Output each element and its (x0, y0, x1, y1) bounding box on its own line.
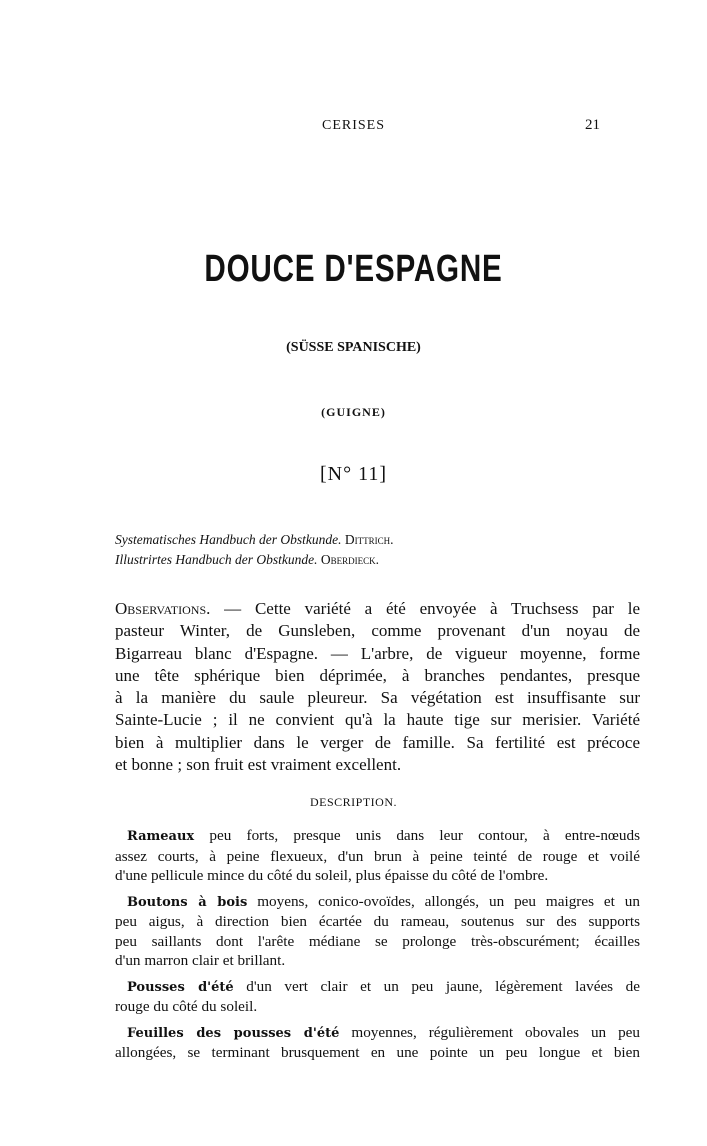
description-heading: DESCRIPTION. (309, 795, 397, 809)
reference (115, 530, 393, 550)
line-text: rouge du côté du soleil. (115, 998, 258, 1015)
line-text: pasteur Winter, de Gunsleben, comme provenant d'un noyau de (115, 621, 640, 641)
observations-lead: Observations. (115, 599, 211, 618)
description-paragraph (115, 892, 640, 971)
reference (115, 550, 393, 570)
page-number: 21 (585, 117, 600, 133)
running-header: CERISES (321, 118, 385, 133)
text-line (115, 866, 640, 886)
line-text: allongées, se terminant brusquement en une pointe un peu longue et bien (115, 1044, 640, 1061)
page-title: DOUCE D'ESPAGNE (204, 248, 503, 290)
description-term: Rameaux (127, 829, 195, 844)
text-line (115, 1023, 640, 1044)
description-paragraph (115, 977, 640, 1017)
text-line (115, 709, 640, 731)
line-text: et bonne ; son fruit est vraiment excellent. (115, 755, 402, 775)
text-line (115, 912, 640, 932)
text-line (115, 665, 640, 687)
reference-author: Oberdieck. (320, 552, 379, 567)
line-text: assez courts, à peine flexueux, d'un brun à peine teinté de rouge et voilé (115, 847, 640, 865)
text-line (115, 826, 640, 847)
line-text: Sainte-Lucie ; il ne convient qu'à la haute tige sur merisier. Variété (115, 710, 640, 730)
text-line (115, 997, 640, 1017)
line-text: d'un vert clair et un peu jaune, légèrement lavées de (233, 977, 640, 995)
text-line (115, 754, 640, 776)
line-text: moyens, conico-ovoïdes, allongés, un peu maigres et un (247, 892, 640, 910)
text-line (115, 892, 640, 913)
line-text: une tête sphérique bien déprimée, à branches pendantes, presque (115, 665, 640, 685)
text-line (115, 932, 640, 952)
text-line (115, 847, 640, 867)
description-term: Feuilles des pousses d'été (127, 1025, 340, 1041)
synonym-french: (GUIGNE) (321, 405, 386, 419)
text-line (115, 620, 640, 642)
reference-work: Systematisches Handbuch der Obstkunde. (115, 532, 342, 547)
text-line (115, 598, 640, 620)
reference-work: Illustrirtes Handbuch der Obstkunde. (115, 552, 318, 567)
description-paragraph (115, 826, 640, 886)
line-text: peu aigus, à direction bien écartée du rameau, soutenus sur des supports (115, 913, 640, 930)
line-text: — Cette variété a été envoyée à Truchsess par le (210, 599, 640, 618)
observations-paragraph (115, 598, 640, 776)
description-term: Pousses d'été (127, 979, 234, 995)
text-line (115, 977, 640, 998)
synonym-german: (SÜSSE SPANISCHE) (286, 340, 421, 355)
line-text: moyennes, régulièrement obovales un peu (339, 1023, 641, 1041)
line-text: peu saillants dont l'arête médiane se prolonge très-obscurément; écailles (115, 932, 640, 950)
description-term: Boutons à bois (127, 894, 248, 910)
description-paragraph (115, 1023, 640, 1063)
line-text: bien à multiplier dans le verger de famille. Sa fertilité est précoce (115, 732, 640, 752)
text-line (115, 732, 640, 754)
line-text: peu forts, presque unis dans leur contour, à entre-nœuds (194, 827, 640, 844)
references (115, 530, 393, 570)
reference-author: Dittrich. (344, 532, 394, 547)
text-line (115, 643, 640, 665)
text-line (115, 1043, 640, 1063)
text-line (115, 687, 640, 709)
variety-number: [N° 11] (319, 463, 388, 485)
line-text: à la manière du saule pleureur. Sa végétation est insuffisante sur (115, 688, 640, 708)
description-body (115, 826, 640, 1069)
line-text: d'un marron clair et brillant. (115, 952, 286, 969)
text-line (115, 951, 640, 971)
line-text: d'une pellicule mince du côté du soleil, plus épaisse du côté de l'ombre. (115, 867, 549, 884)
line-text: Bigarreau blanc d'Espagne. — L'arbre, de vigueur moyenne, forme (115, 643, 640, 663)
